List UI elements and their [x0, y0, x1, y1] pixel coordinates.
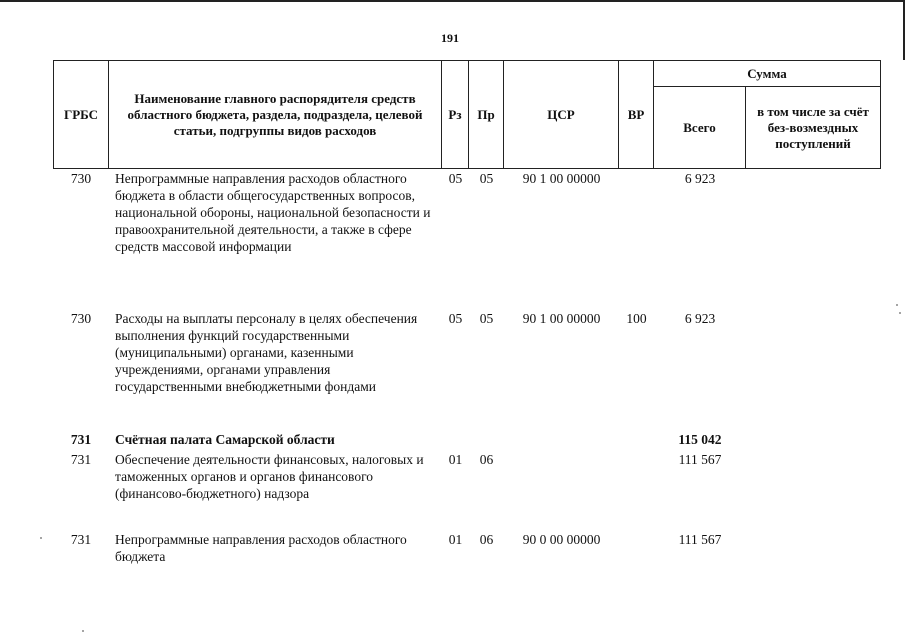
row-grbs: 730 [70, 311, 92, 326]
row-name: Непрограммные направления расходов областного бюджета [115, 532, 407, 564]
row-rz: 05 [448, 171, 463, 186]
row-name: Непрограммные направления расходов областного бюджета в области общегосударственных вопросов, национальной обороны, национальной безопасности и правоохранительной деятельности, а также в сфере средств массовой информации [115, 171, 431, 254]
row-total: 6 923 [684, 311, 716, 326]
row-grbs: 730 [70, 171, 92, 186]
row-vr: 100 [626, 311, 647, 326]
row-pr: 06 [479, 452, 494, 467]
row-total: 111 567 [678, 452, 722, 467]
header-pr: Пр [477, 106, 495, 122]
header-total: Всего [683, 119, 716, 135]
row-grbs: 731 [70, 532, 92, 547]
scan-speck [82, 630, 84, 632]
row-name: Обеспечение деятельности финансовых, налоговых и таможенных органов и органов финансового (финансово-бюджетного) надзора [115, 452, 424, 501]
scan-speck [896, 304, 898, 306]
header-vr: ВР [627, 106, 645, 122]
row-name: Расходы на выплаты персоналу в целях обеспечения выполнения функций государственными (муниципальными) органами, казенными учреждениями, органами управления государственными внебюджетными фондами [115, 311, 418, 394]
header-grbs: ГРБС [63, 106, 99, 122]
row-total: 115 042 [678, 432, 722, 447]
header-name: Наименование главного распорядителя средств областного бюджета, раздела, подраздела, целевой статьи, подгруппы видов расходов [127, 90, 423, 138]
scan-speck [40, 537, 42, 539]
header-sum: Сумма [747, 65, 787, 81]
row-csr: 90 1 00 00000 [522, 171, 601, 186]
header-csr: ЦСР [547, 106, 575, 122]
row-total: 111 567 [678, 532, 722, 547]
row-rz: 01 [448, 452, 463, 467]
row-pr: 05 [479, 171, 494, 186]
row-total: 6 923 [684, 171, 716, 186]
row-grbs: 731 [70, 432, 92, 447]
row-csr: 90 1 00 00000 [522, 311, 601, 326]
row-rz: 01 [448, 532, 463, 547]
scan-speck [899, 312, 901, 314]
row-rz: 05 [448, 311, 463, 326]
page-number: 191 [441, 31, 459, 45]
row-grbs: 731 [70, 452, 92, 467]
scan-edge [0, 0, 905, 2]
row-name: Счётная палата Самарской области [115, 432, 335, 447]
header-rz: Рз [448, 106, 462, 122]
row-pr: 06 [479, 532, 494, 547]
row-pr: 05 [479, 311, 494, 326]
header-free: в том числе за счёт без-возмездных поступлений [757, 103, 869, 151]
row-csr: 90 0 00 00000 [522, 532, 601, 547]
